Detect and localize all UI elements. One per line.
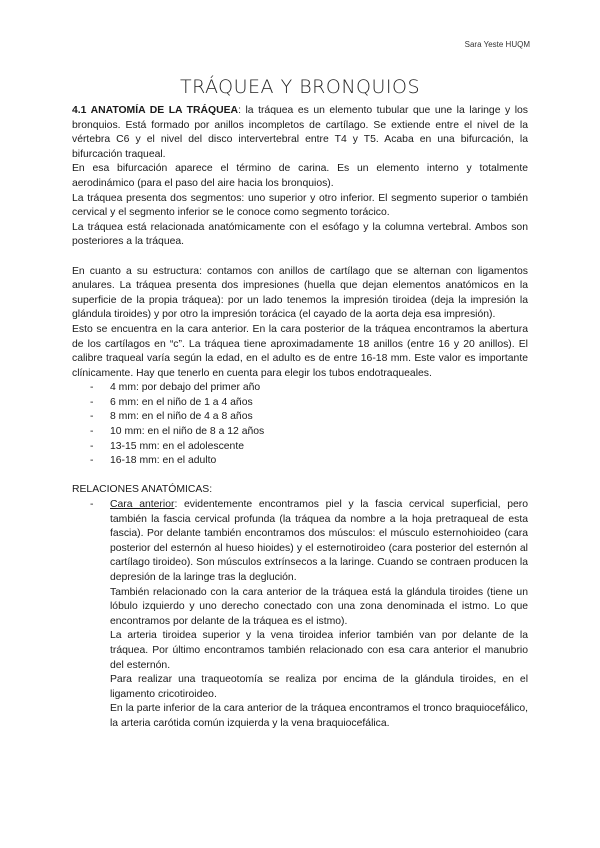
list-item: - 6 mm: en el niño de 1 a 4 años: [90, 396, 528, 411]
list-item: - 10 mm: en el niño de 8 a 12 años: [90, 425, 528, 440]
paragraph-gap: [72, 469, 528, 484]
author-name: Sara Yeste HUQM: [464, 40, 530, 49]
section1-p4: La tráquea está relacionada anatómicamente con el esófago y la columna vertebral. Ambos son posteriores a la tráquea.: [72, 221, 528, 248]
anterior-label: Cara anterior: [110, 499, 175, 511]
section1-p3: La tráquea presenta dos segmentos: uno superior y otro inferior. El segmento superior o también cervical y el segmento inferior se le conoce como segmento torácico.: [72, 192, 528, 219]
relations-heading: RELACIONES ANATÓMICAS:: [72, 484, 213, 496]
anterior-p4: Para realizar una traqueotomía se realiza por encima de la glándula tiroides, en el ligamento cricotiroideo.: [110, 674, 528, 700]
list-item: - 16-18 mm: en el adulto: [90, 454, 528, 469]
anterior-p1: [110, 498, 528, 586]
section1-intro: [72, 104, 528, 162]
anterior-p1-text: : evidentemente encontramos piel y la fascia cervical superficial, pero también la fascia cervical profunda (la tráquea da nombre a la hoja pretraqueal de esta fascia). Por delante también encontramos dos músculos: el músculo esternohioideo (cara posterior del esternón al hueso hioides) y el esternotiroideo (cara posterior del esternón al cartílago tiroideo). Son músculos extrínsecos a la laringe. Cuando se contraen producen la depresión de la laringe tras la deglución.: [110, 499, 528, 583]
paragraph-gap: [72, 250, 528, 265]
structure-p2: Esto se encuentra en la cara anterior. En la cara posterior de la tráquea encontramos la abertura de los cartílagos en “c”. La tráquea tiene aproximadamente 18 anillos (entre 16 y 20 anillos). El calibre traqueal varía según la edad, en el adulto es de entre 16-18 mm. Este valor es importante clínicamente. Hay que tenerlo en cuenta para elegir los tubos endotraqueales.: [72, 323, 528, 379]
anterior-p2: También relacionado con la cara anterior de la tráquea está la glándula tiroides (tiene un lóbulo izquierdo y uno derecho conectado con una zona denominada el istmo. Lo que encontramos por delante de la tráquea es el istmo).: [110, 586, 528, 627]
list-item: - 13-15 mm: en el adolescente: [90, 440, 528, 455]
structure-p1: En cuanto a su estructura: contamos con anillos de cartílago que se alternan con ligamentos anulares. La tráquea presenta dos impresiones (huella que dejan elementos anatómicos en la superficie de la propia tráquea): por un lado tenemos la impresión tiroidea (deja la impresión la glándula tiroides) y por otro la impresión torácica (el cayado de la aorta deja esa impresión).: [72, 265, 528, 321]
section1-p2: En esa bifurcación aparece el término de carina. Es un elemento interno y totalmente aerodinámico (para el paso del aire hacia los bronquios).: [72, 163, 528, 189]
page-title: TRÁQUEA Y BRONQUIOS: [179, 76, 421, 98]
caliber-list: [72, 381, 528, 469]
list-item: - 8 mm: en el niño de 4 a 8 años: [90, 410, 528, 425]
document-body: [72, 104, 528, 732]
anterior-p3: La arteria tiroidea superior y la vena tiroidea inferior también van por delante de la tráquea. Por último encontramos también relacionado con esa cara anterior el manubrio del esternón.: [110, 630, 528, 671]
anterior-p5: En la parte inferior de la cara anterior de la tráquea encontramos el tronco braquiocefálico, la arteria carótida común izquierda y la vena braquiocefálica.: [110, 703, 528, 729]
list-item: - 4 mm: por debajo del primer año: [90, 381, 528, 396]
section1-heading: 4.1 ANATOMÍA DE LA TRÁQUEA: [72, 105, 239, 116]
relations-anterior: [72, 498, 528, 732]
section1-intro-text: : la tráquea es un elemento tubular que une la laringe y los bronquios. Está formado por anillos incompletos de cartílago. Se extiende entre el nivel de la vértebra C6 y el nivel del disco intervertebral entre T4 y T5. Acaba en una bifurcación, la bifurcación traqueal.: [72, 105, 528, 160]
list-dash: -: [90, 499, 94, 511]
